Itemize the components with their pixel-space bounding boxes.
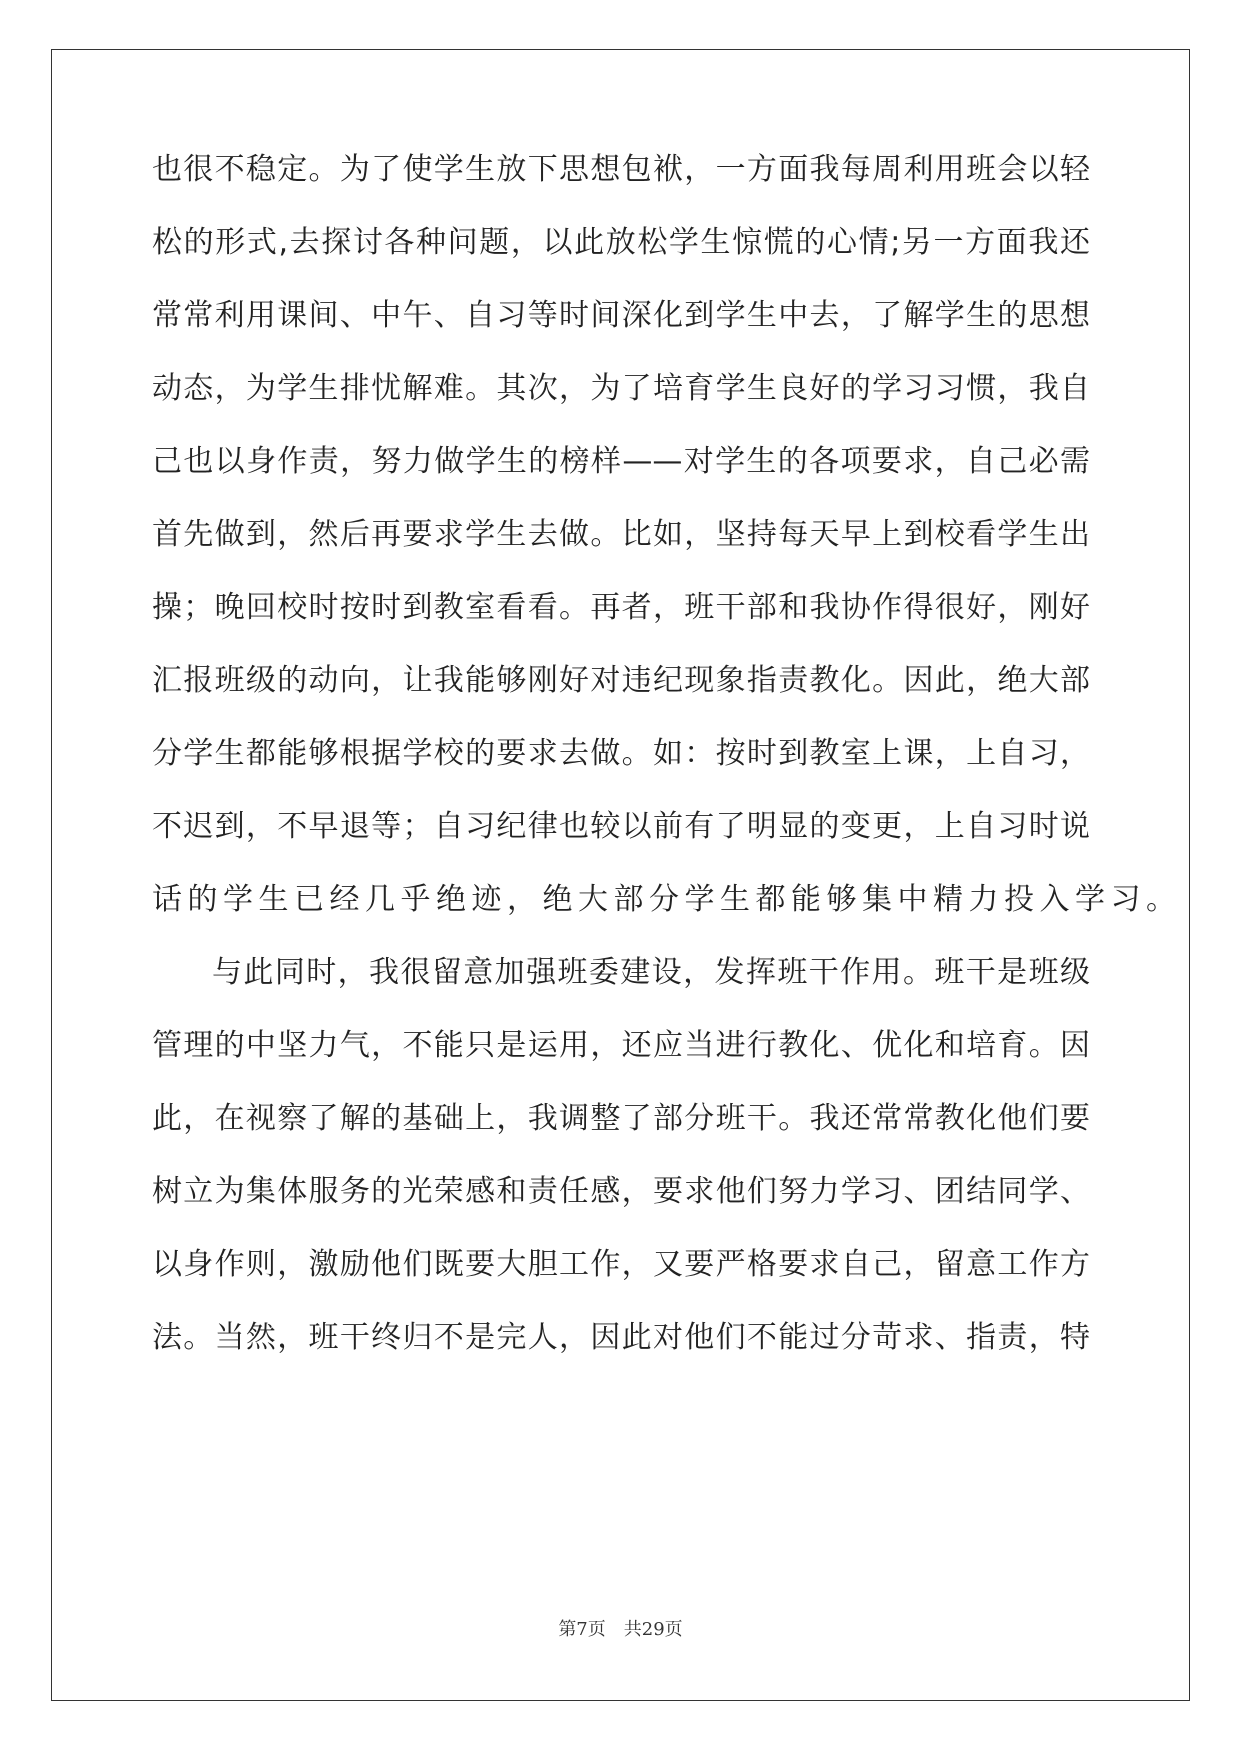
page-number-footer: 第7页 共29页 — [558, 1619, 683, 1640]
text-line: 法。当然，班干终归不是完人，因此对他们不能过分苛求、指责，特 — [152, 1320, 1090, 1355]
text-line: 动态，为学生排忧解难。其次，为了培育学生良好的学习习惯，我自 — [152, 371, 1090, 406]
text-line: 分学生都能够根据学校的要求去做。如：按时到教室上课，上自习， — [152, 736, 1090, 771]
text-line: 操；晚回校时按时到教室看看。再者，班干部和我协作得很好，刚好 — [152, 590, 1090, 625]
text-line: 己也以身作责，努力做学生的榜样——对学生的各项要求，自己必需 — [152, 444, 1090, 479]
text-line: 常常利用课间、中午、自习等时间深化到学生中去，了解学生的思想 — [152, 298, 1090, 333]
text-line: 以身作则，激励他们既要大胆工作，又要严格要求自己，留意工作方 — [152, 1247, 1090, 1282]
text-line: 首先做到，然后再要求学生去做。比如，坚持每天早上到校看学生出 — [152, 517, 1090, 552]
text-line: 树立为集体服务的光荣感和责任感，要求他们努力学习、团结同学、 — [152, 1174, 1090, 1209]
text-line: 话的学生已经几乎绝迹，绝大部分学生都能够集中精力投入学习。 — [152, 882, 1182, 917]
text-line: 不迟到，不早退等；自习纪律也较以前有了明显的变更，上自习时说 — [152, 809, 1090, 844]
text-line: 松的形式,去探讨各种问题，以此放松学生惊慌的心情;另一方面我还 — [152, 225, 1090, 260]
text-line: 管理的中坚力气，不能只是运用，还应当进行教化、优化和培育。因 — [152, 1028, 1090, 1063]
text-line: 也很不稳定。为了使学生放下思想包袱，一方面我每周利用班会以轻 — [152, 152, 1090, 187]
text-line: 此，在视察了解的基础上，我调整了部分班干。我还常常教化他们要 — [152, 1101, 1090, 1136]
text-line: 汇报班级的动向，让我能够刚好对违纪现象指责教化。因此，绝大部 — [152, 663, 1090, 698]
paragraph-first-line: 与此同时，我很留意加强班委建设，发挥班干作用。班干是班级 — [212, 955, 1090, 990]
